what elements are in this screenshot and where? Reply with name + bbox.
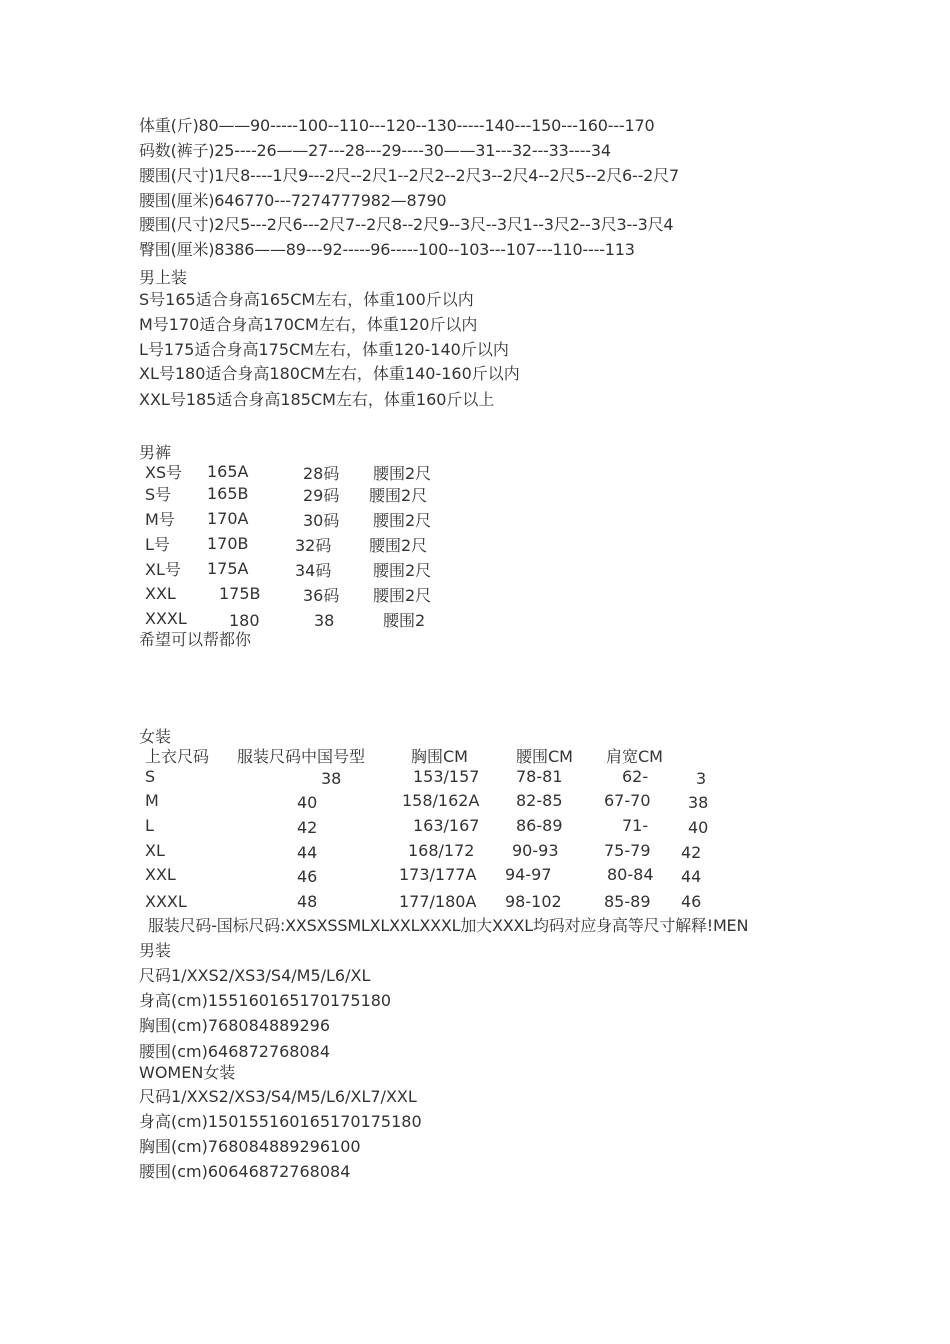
women-cn-cell: 42 (297, 818, 318, 837)
pants-size-cell: XL号 (145, 560, 181, 579)
women-std-line: 身高(cm)150155160165170175180 (139, 1112, 422, 1131)
pants-model-cell: 165B (207, 484, 249, 503)
women-size-cell: S (145, 767, 156, 786)
women-cn-cell: 46 (297, 867, 318, 886)
women-extra-cell: 38 (688, 793, 709, 812)
women-size-cell: L (145, 816, 154, 835)
women-cn-cell: 40 (297, 793, 318, 812)
pants-waist-cell: 腰围2尺 (373, 464, 432, 483)
pants-code-cell: 38 (314, 611, 335, 630)
women-extra-cell: 3 (696, 769, 707, 788)
women-shoulder-cell: 62- (622, 767, 649, 786)
women-size-cell: XXL (145, 865, 176, 884)
women-bust-cell: 177/180A (399, 892, 477, 911)
women-bust-cell: 153/157 (413, 767, 480, 786)
pants-model-cell: 180 (229, 611, 260, 630)
waist-cm-line: 腰围(厘米)646770---7274777982—8790 (139, 191, 447, 210)
pants-code-cell: 34码 (295, 561, 332, 580)
women-extra-cell: 42 (681, 843, 702, 862)
pants-waist-cell: 腰围2尺 (373, 511, 432, 530)
men-std-line: 尺码1/XXS2/XS3/S4/M5/L6/XL (139, 966, 371, 985)
pants-model-cell: 175A (207, 559, 249, 578)
women-waist-cell: 86-89 (516, 816, 563, 835)
pants-code-cell: 29码 (303, 486, 340, 505)
men-std-line: 身高(cm)155160165170175180 (139, 991, 392, 1010)
men-pants-heading: 男裤 (139, 443, 172, 462)
women-header-waist: 腰围CM (516, 747, 573, 766)
pants-size-cell: XXXL (145, 609, 187, 628)
pants-model-cell: 170A (207, 509, 249, 528)
women-waist-cell: 90-93 (512, 841, 559, 860)
women-waist-cell: 78-81 (516, 767, 563, 786)
women-std-heading: WOMEN女装 (139, 1063, 236, 1082)
women-shoulder-cell: 75-79 (604, 841, 651, 860)
women-bust-cell: 173/177A (399, 865, 477, 884)
women-header-bust: 胸围CM (411, 747, 468, 766)
pants-model-cell: 170B (207, 534, 249, 553)
women-cn-cell: 38 (321, 769, 342, 788)
pants-size-cell: L号 (145, 535, 170, 554)
closing-note: 希望可以帮都你 (139, 630, 252, 649)
women-header-shoulder: 肩宽CM (606, 747, 663, 766)
women-std-line: 尺码1/XXS2/XS3/S4/M5/L6/XL7/XXL (139, 1087, 417, 1106)
men-std-heading: 男装 (139, 941, 172, 960)
women-std-line: 腰围(cm)60646872768084 (139, 1162, 351, 1181)
men-std-line: 腰围(cm)646872768084 (139, 1042, 331, 1061)
pants-size-cell: XS号 (145, 463, 183, 482)
women-shoulder-cell: 80-84 (607, 865, 654, 884)
waist-chi-line-2: 腰围(尺寸)2尺5---2尺6---2尺7--2尺8--2尺9--3尺--3尺1--3尺2--3尺3--3尺4 (139, 215, 674, 234)
pants-waist-cell: 腰围2尺 (369, 536, 428, 555)
pants-code-cell: 28码 (303, 464, 340, 483)
women-bust-cell: 158/162A (402, 791, 480, 810)
size-note: 服装尺码-国标尺码:XXSXSSMLXLXXLXXXL加大XXXL均码对应身高等尺寸解释!MEN (148, 916, 749, 935)
men-tops-line: S号165适合身高165CM左右，体重100斤以内 (139, 290, 474, 309)
women-shoulder-cell: 85-89 (604, 892, 651, 911)
men-tops-line: XL号180适合身高180CM左右，体重140-160斤以内 (139, 364, 520, 383)
pants-waist-cell: 腰围2尺 (373, 586, 432, 605)
pants-size-cell: XXL (145, 584, 176, 603)
women-extra-cell: 44 (681, 867, 702, 886)
women-heading: 女装 (139, 727, 172, 746)
pants-model-cell: 165A (207, 462, 249, 481)
men-tops-line: L号175适合身高175CM左右，体重120-140斤以内 (139, 340, 509, 359)
pants-size-cell: M号 (145, 510, 175, 529)
men-tops-line: M号170适合身高170CM左右，体重120斤以内 (139, 315, 478, 334)
pants-waist-cell: 腰围2尺 (369, 486, 428, 505)
pants-code-cell: 36码 (303, 586, 340, 605)
women-shoulder-cell: 71- (622, 816, 649, 835)
men-tops-line: XXL号185适合身高185CM左右，体重160斤以上 (139, 390, 495, 409)
women-header-top-size: 上衣尺码 (145, 747, 210, 766)
women-bust-cell: 163/167 (413, 816, 480, 835)
women-std-line: 胸围(cm)768084889296100 (139, 1137, 361, 1156)
weight-line: 体重(斤)80——90-----100--110---120--130-----140---150---160---170 (139, 116, 655, 135)
women-cn-cell: 44 (297, 843, 318, 862)
women-waist-cell: 98-102 (505, 892, 562, 911)
women-header-cn-size: 服装尺码中国号型 (237, 747, 366, 766)
pants-code-cell: 30码 (303, 511, 340, 530)
pants-size-line: 码数(裤子)25----26——27---28---29----30——31---32---33----34 (139, 141, 611, 160)
pants-size-cell: S号 (145, 485, 172, 504)
pants-code-cell: 32码 (295, 536, 332, 555)
women-extra-cell: 40 (688, 818, 709, 837)
women-shoulder-cell: 67-70 (604, 791, 651, 810)
men-std-line: 胸围(cm)768084889296 (139, 1016, 331, 1035)
waist-chi-line: 腰围(尺寸)1尺8----1尺9---2尺--2尺1--2尺2--2尺3--2尺4--2尺5--2尺6--2尺7 (139, 166, 679, 185)
men-tops-heading: 男上装 (139, 268, 188, 287)
women-cn-cell: 48 (297, 892, 318, 911)
pants-model-cell: 175B (219, 584, 261, 603)
women-waist-cell: 82-85 (516, 791, 563, 810)
pants-waist-cell: 腰围2 (383, 611, 426, 630)
hip-cm-line: 臀围(厘米)8386——89---92-----96-----100--103---107---110----113 (139, 240, 635, 259)
women-waist-cell: 94-97 (505, 865, 552, 884)
pants-waist-cell: 腰围2尺 (373, 561, 432, 580)
women-size-cell: XXXL (145, 892, 187, 911)
women-size-cell: M (145, 791, 159, 810)
women-size-cell: XL (145, 841, 165, 860)
women-extra-cell: 46 (681, 892, 702, 911)
women-bust-cell: 168/172 (408, 841, 475, 860)
